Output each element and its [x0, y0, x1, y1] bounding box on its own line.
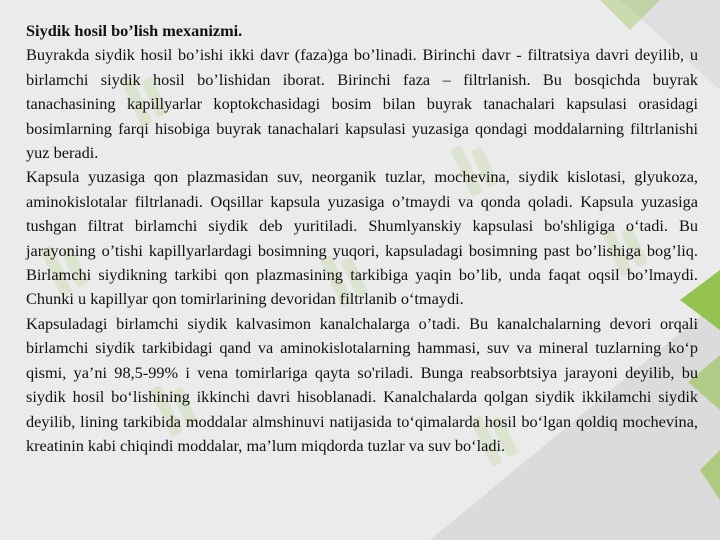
paragraph-capsule-filtrate: Kapsula yuzasiga qon plazmasidan suv, neorganik tuzlar, mochevina, siydik kislotasi, glyukoza, aminokislotalar filtrlanadi. Oqsillar kapsula yuzasiga o’tmaydi va qonda qoladi. Kapsula yuzasiga tushgan filtrat birlamchi siydik deb yuritiladi. Shumlyanskiy kapsulasi bo'shligiga o‘tadi. Bu jarayoning o’tishi kapillyarlardagi bosimning yuqori, kapsuladagi bosimning past bo’lishiga bog’liq. Birlamchi siydikning tarkibi qon plazmasining tarkibiga yaqin bo’lib, unda faqat oqsil bo’lmaydi. Chunki u kapillyar qon tomirlarining devoridan filtrlanib o‘tmaydi. — [26, 167, 698, 309]
paragraph-filtration: Buyrakda siydik hosil bo’ishi ikki davr (faza)ga bo’linadi. Birinchi davr - filtratsiya davri deyilib, u birlamchi siydik hosil bo’lishidan iborat. Birinchi faza – filtrlanish. Bu bosqichda buyrak tanachasining kapillyarlar koptokchasidagi bosim bilan buyrak tanachalari kapsulasi orasidagi bosimlarning farqi hisobiga buyrak tanachalari kapsulasi yuzasiga qondagi moddalarning filtrlanishi yuz beradi. — [26, 45, 698, 163]
paragraph-reabsorption: Kapsuladagi birlamchi siydik kalvasimon kanalchalarga o’tadi. Bu kanalchalarning devori orqali birlamchi siydik tarkibidagi qand va aminokislotalarning hammasi, suv va mineral tuzlarning ko‘p qismi, ya’ni 98,5-99% i vena tomirlariga qayta so'riladi. Bunga reabsorbtsiya jarayoni deyilib, bu siydik hosil bo‘lishining ikkinchi davri hisoblanadi. Kanalchalarda qolgan siydik ikkilamchi siydik deyilib, lining tarkibida moddalar almshinuvi natijasida to‘qimalarda hosil bo‘lgan qoldiq mochevina, kreatinin kabi chiqindi moddalar, ma’lum miqdorda tuzlar va suv bo‘ladi. — [26, 313, 698, 455]
slide-text-body — [26, 19, 698, 458]
slide-heading: Siydik hosil bo’lish mexanizmi. — [26, 21, 243, 40]
